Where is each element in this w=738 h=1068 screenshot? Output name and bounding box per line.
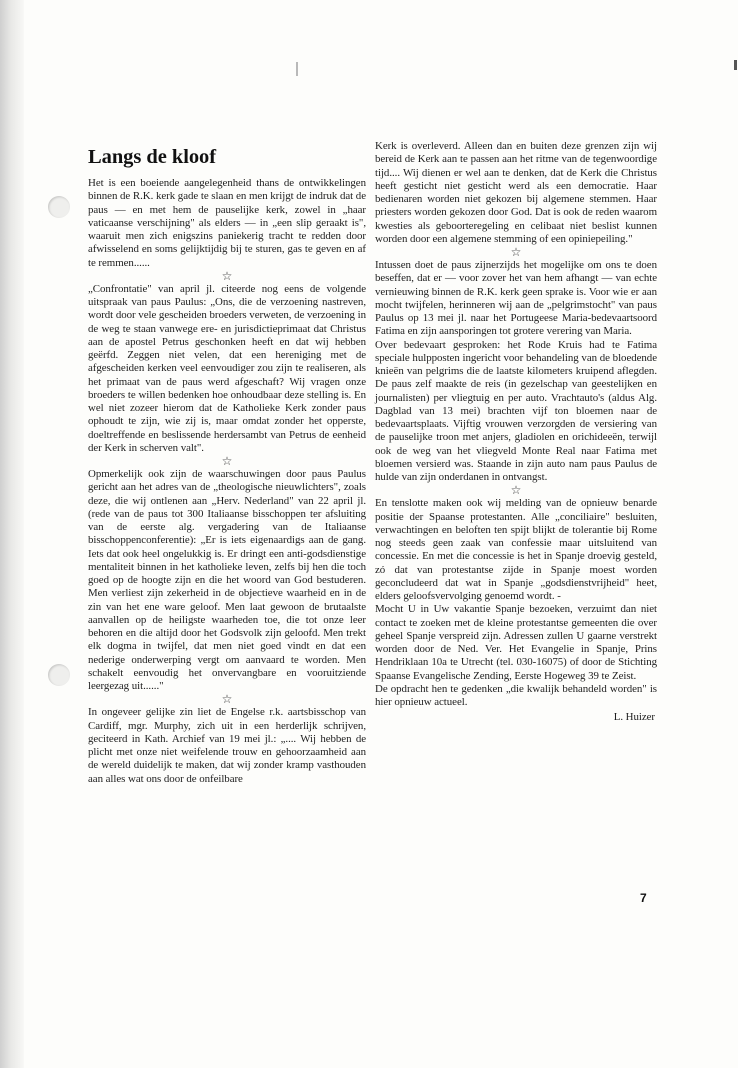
page-edge-shadow — [0, 0, 24, 1068]
paragraph-vakantie-spanje: Mocht U in Uw vakantie Spanje bezoeken, verzuimt dan niet contact te zoeken met de kleine protestantse gemeenten die over geheel Spanje verspreid zijn. Adressen zullen U gaarne verstrekt worden door de Ned. Ver. Het Evangelie in Spanje, Prins Hendriklaan 10a te Utrecht (tel. 030-16075) of door de Stichting Spaanse Evangelische Zending, Eerste Hogeweg 39 te Zeist. — [375, 603, 657, 682]
paragraph-waarschuwingen: Opmerkelijk ook zijn de waarschuwingen door paus Paulus gericht aan het adres van de „theologische nieuwlichters", zoals deze, die wij ontlenen aan „Herv. Nederland" van 22 april jl. (rede van de paus tot 300 Italiaanse bisschoppen ter afsluiting van de eerste alg. vergadering van de Italiaanse bisschoppenconferentie): „Er is iets eigenaardigs aan de gang. Iets dat ook heel ongelukkig is. Er dringt een anti-godsdienstige mentaliteit binnen in het katholieke leven, zelfs bij hen die toch goed op de hoogte zijn en die het woord van God bestuderen. Men verliest zijn zekerheid in de objectieve waarheid en in de zin van het ene ware geloof. Men laat gewoon de brutaalste aanvallen op de heiligste waarheden toe, die tot onze leer behoren en die altijd door het Godsvolk zijn geloofd. Men trekt elk dogma in twijfel, dat men niet goed vindt en dat een nederige onderwerping vergt om aanvaard te worden. Men schakelt eenvoudig het onvervangbare en vooruitziende leergezag uit......" — [88, 468, 366, 692]
article-title: Langs de kloof — [88, 146, 217, 168]
scan-mark-edge — [734, 60, 737, 70]
paragraph-kerk-overleverd: Kerk is overleverd. Alleen dan en buiten deze grenzen zijn wij bereid de Kerk aan te passen aan het ritme van de tegenwoordige tijd.... Wij dienen er wel aan te denken, dat de Kerk die Christus heeft gesticht niet gesticht werd als een democratie. Haar bedienaren worden niet gekozen bij algemene stemmen. Haar priesters worden gekozen door God. Dat is ook de reden waarom kwesties als geboorteregeling en celibaat niet beslist kunnen worden door een algemene stemming of een opiniepeiling." — [375, 140, 657, 245]
star-separator-icon: ☆ — [510, 245, 522, 259]
paragraph-bedevaart: Over bedevaart gesproken: het Rode Kruis had te Fatima speciale hulpposten ingericht voor behandeling van de bloedende knieën van pelgrims die de laatste kilometers kruipend aflegden. De paus zelf maakte de reis (in gezelschap van geestelijken en journalisten) per vliegtuig en per auto. Vrachtauto's (aldus Alg. Dagblad van 13 mei) brachten vijf ton bloemen naar de bedevaartsplaats. Vijftig vrouwen verzorgden de versiering van de pauselijke troon met anjers, gladiolen en orichideeën, terwijl ook de weg van het vliegveld Monte Real naar Fatima met bloemen versierd was. Staande in zijn auto nam paus Paulus de hulde van zijn onderdanen in ontvangst. — [375, 338, 657, 483]
scan-mark — [296, 62, 298, 76]
star-separator-icon: ☆ — [510, 483, 522, 498]
paragraph-confrontatie: „Confrontatie" van april jl. citeerde nog eens de volgende uitspraak van paus Paulus: „Ons, die de verzoening nastreven, wordt door vele gescheiden broeders verweten, de verzoening in de weg te staan vanwege ere- en jurisdictieprimaat dat Christus aan de apostel Petrus geschonken heeft en dat wij hebben geërfd. Zeggen niet velen, dat een hereniging met de afgescheiden kerken veel eenvoudiger zou zijn te realiseren, als het primaat van de paus werd afgeschaft? Wij vragen onze broeders te willen bedenken hoe onhoudbaar deze stelling is. En wel niet zozeer hierom dat de Katholieke Kerk zonder paus ophoudt te zijn, wie zij is, maar omdat zonder het opperste, doeltreffende en beslissende herdersambt van Petrus de eenheid der Kerk in scherven valt". — [88, 282, 366, 454]
page-number: 7 — [640, 891, 647, 905]
star-separator-icon: ☆ — [221, 454, 233, 468]
paragraph-opdracht: De opdracht hen te gedenken „die kwalijk behandeld worden" is hier opnieuw actueel. — [375, 682, 657, 708]
paragraph-cardiff: In ongeveer gelijke zin liet de Engelse r.k. aartsbisschop van Cardiff, mgr. Murphy, zich uit in een herderlijk schrijven, geciteerd in Kath. Archief van 19 mei jl.: „.... Wij hebben de plicht met onze niet weifelende trouw en gehoorzaamheid aan de wereld duidelijk te maken, dat wij zonder kramp vasthouden aan alles wat ons door de onfeilbare — [88, 706, 366, 785]
binder-hole-top — [48, 196, 70, 218]
left-column — [88, 145, 366, 786]
right-column — [375, 140, 657, 725]
paragraph-spaanse-protestanten: En tenslotte maken ook wij melding van de opnieuw benarde positie der Spaanse protestanten. Alle „conciliaire" besluiten, verwachtingen en beloften ten spijt blijkt de tolerantie bij Rome nog steeds geen zaak van confessie maar uitsluitend van concessie. En met die concessie is het in Spanje droevig gesteld, zó dat van protestantse zijde in Spanje moest worden geconcludeerd dat wat in Spanje „godsdienstvrijheid" heet, elders geloofsvervolging genoemd wordt. - — [375, 497, 657, 602]
paragraph-intro: Het is een boeiende aangelegenheid thans de ontwikkelingen binnen de R.K. kerk gade te slaan en men krijgt de indruk dat de paus — en met hem de pauselijke kerk, zowel in „haar vaticaanse verschijning" als elders — in „een slip geraakt is", waaruit men zich enigszins paniekerig tracht te redden door afwisselend en soms gelijktijdig bij te sturen, gas te geven en af te remmen...... — [88, 177, 366, 269]
binder-hole-bottom — [48, 664, 70, 686]
star-separator-icon: ☆ — [221, 692, 233, 707]
star-separator-icon: ☆ — [221, 268, 233, 283]
paragraph-vernieuwing: Intussen doet de paus zijnerzijds het mogelijke om ons te doen beseffen, dat er — voor zover het van hem afhangt — van echte vernieuwing binnen de R.K. kerk geen sprake is. Voor wie er aan mocht twijfelen, herinneren wij aan de „pelgrimstocht" van paus Paulus op 13 mei jl. naar het Portugeese Maria-bedevaartsoord Fatima en zijn aansporingen tot grotere verering van Maria. — [375, 259, 657, 338]
author-signature: L. Huizer — [613, 711, 655, 724]
